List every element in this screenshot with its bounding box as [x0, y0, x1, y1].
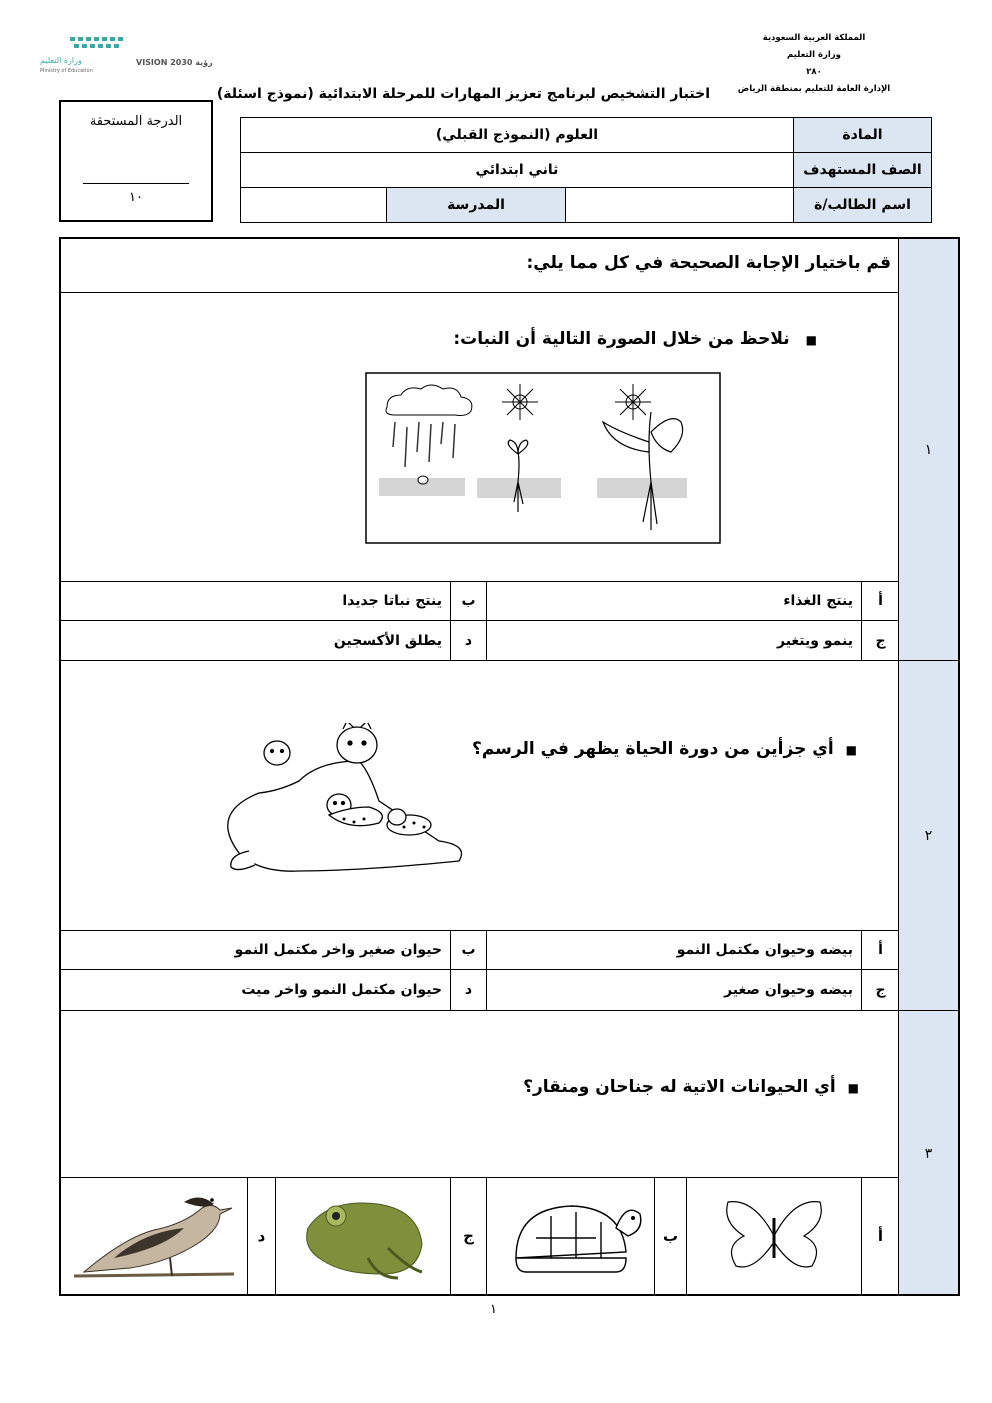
option-letter: د [450, 621, 486, 660]
option-letter: ب [654, 1178, 686, 1294]
country-name: المملكة العربية السعودية [762, 33, 866, 43]
option-text[interactable]: ينتج نباتا جديدا [342, 593, 442, 609]
frog-option[interactable] [275, 1178, 450, 1294]
header-code: ٢٨٠ [806, 67, 822, 77]
image-options-row [61, 1178, 899, 1294]
option-letter: ج [450, 1178, 486, 1294]
ministry-logo-text: وزارة التعليم [40, 56, 82, 65]
grade-max: ١٠ [129, 190, 143, 205]
option-text[interactable]: يطلق الأكسجين [333, 632, 442, 649]
option-letter: د [450, 970, 486, 1010]
question-text: ■نلاحظ من خلال الصورة التالية أن النبات: [453, 329, 817, 349]
school-label: المدرسة [387, 188, 566, 223]
info-table [240, 117, 932, 223]
option-letter: ج [861, 621, 899, 660]
school-field[interactable] [241, 188, 387, 223]
butterfly-option[interactable] [686, 1178, 861, 1294]
subject-value: العلوم (النموذج القبلي) [241, 118, 794, 153]
cat-family-image [219, 723, 479, 883]
bird-icon [74, 1188, 234, 1284]
subject-label: المادة [794, 118, 932, 153]
grade-level-label: الصف المستهدف [794, 153, 932, 188]
option-text[interactable]: ينمو ويتغير [486, 621, 861, 660]
logos [40, 34, 213, 84]
option-text[interactable]: بيضه وحيوان مكتمل النمو [486, 931, 861, 969]
question-3-row [61, 1011, 899, 1178]
option-letter: ب [450, 931, 486, 969]
option-text[interactable]: حيوان مكتمل النمو واخر ميت [241, 982, 442, 998]
question-number: ٣ [924, 1145, 933, 1162]
header-block [724, 30, 904, 98]
option-text[interactable]: ينتج الغذاء [486, 582, 861, 620]
option-text[interactable]: بيضه وحيوان صغير [486, 970, 861, 1010]
questions-box [59, 237, 960, 1296]
frog-icon [298, 1188, 428, 1284]
page-number: ١ [490, 1302, 497, 1317]
grade-box [59, 100, 213, 222]
option-letter: ب [450, 582, 486, 620]
question-text: ■أي الحيوانات الاتية له جناحان ومنقار؟ [523, 1077, 859, 1097]
bird-option[interactable] [61, 1178, 247, 1294]
question-number: ١ [899, 239, 958, 661]
answer-row [61, 931, 899, 970]
page-title: (نموذج اسئلة) اختبار التشخيص لبرنامج تعزيز المهارات للمرحلة الابتدائية [216, 86, 710, 102]
option-letter: د [247, 1178, 275, 1294]
question-number: ٢ [899, 661, 958, 1011]
turtle-option[interactable] [486, 1178, 654, 1294]
option-letter: أ [861, 931, 899, 969]
ministry-logo-en: Ministry of Education [40, 68, 93, 74]
admin-name: الإدارة العامة للتعليم بمنطقة الرياض [737, 84, 891, 94]
turtle-icon [496, 1188, 646, 1284]
option-letter: أ [861, 1178, 899, 1294]
butterfly-icon [719, 1196, 829, 1276]
plant-growth-image [365, 372, 721, 544]
student-name-label: اسم الطالب/ة [794, 188, 932, 223]
option-text[interactable]: حيوان صغير واخر مكتمل النمو [234, 942, 442, 958]
grade-level-value: ثاني ابتدائي [241, 153, 794, 188]
answer-row [61, 621, 899, 661]
option-letter: أ [861, 582, 899, 620]
question-1-row [61, 293, 899, 582]
answer-row [61, 582, 899, 621]
instruction-text: قم باختيار الإجابة الصحيحة في كل مما يلي: [526, 253, 891, 273]
student-name-field[interactable] [566, 188, 794, 223]
grade-label: الدرجة المستحقة [89, 114, 183, 129]
option-letter: ج [861, 970, 899, 1010]
vision-logo: VISION رؤية 2030 [136, 58, 213, 67]
instruction-row [61, 239, 899, 293]
answer-row [61, 970, 899, 1011]
question-text: ■أي جزأين من دورة الحياة يظهر في الرسم؟ [471, 739, 857, 759]
ministry-name: وزارة التعليم [787, 50, 841, 60]
question-2-row [61, 661, 899, 931]
